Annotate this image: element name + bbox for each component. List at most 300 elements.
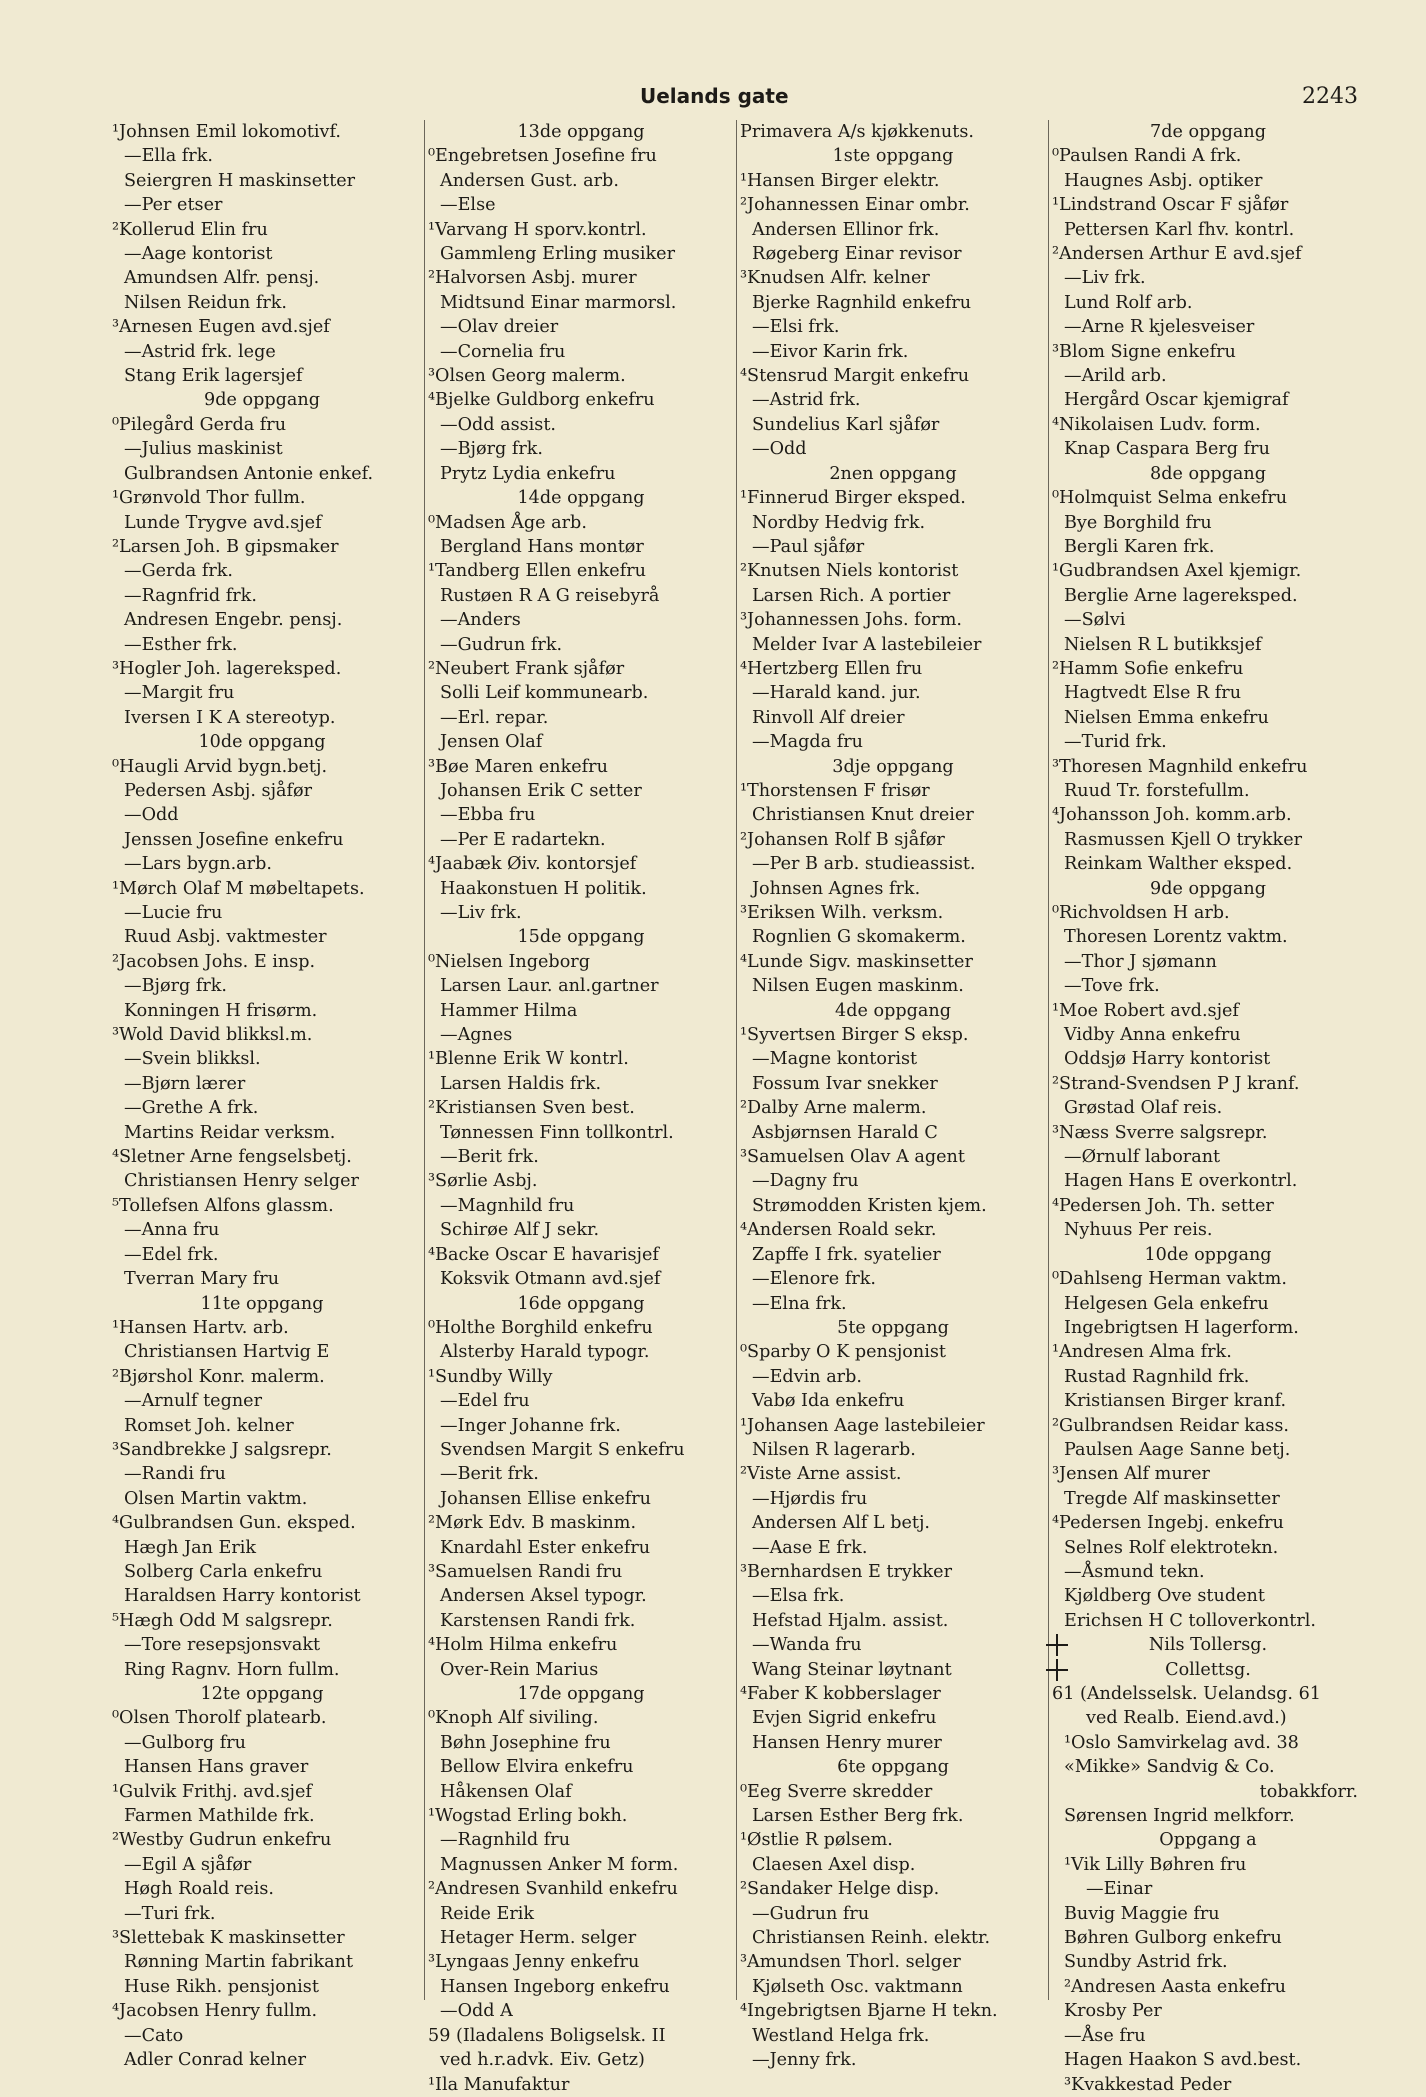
resident-entry: —Gerda frk. — [124, 561, 233, 582]
resident-entry: —Ella frk. — [124, 146, 213, 167]
entrance-heading: 1ste oppgang — [832, 146, 954, 167]
resident-entry: ¹Johnsen Emil lokomotivf. — [112, 122, 341, 142]
resident-entry: ²Viste Arne assist. — [740, 1464, 902, 1485]
resident-entry: —Lars bygn.arb. — [124, 854, 272, 875]
resident-entry: —Cornelia fru — [440, 341, 566, 362]
resident-entry: Selnes Rolf elektrotekn. — [1064, 1537, 1279, 1558]
resident-entry: Knardahl Ester enkefru — [440, 1537, 651, 1558]
resident-entry: ¹Ila Manufaktur — [428, 2074, 570, 2095]
resident-entry: —Odd — [752, 439, 807, 460]
resident-entry: Hansen Ingeborg enkefru — [440, 1976, 670, 1997]
resident-entry: ²Jacobsen Johs. E insp. — [112, 951, 316, 972]
resident-entry: —Else — [440, 195, 496, 216]
resident-entry: Rustad Ragnhild frk. — [1064, 1366, 1250, 1387]
resident-entry: ¹Syvertsen Birger S eksp. — [740, 1025, 969, 1046]
resident-entry: ⁰Nielsen Ingeborg — [428, 951, 590, 972]
resident-entry: ⁵Tollefsen Alfons glassm. — [112, 1195, 334, 1216]
resident-entry: ²Sandaker Helge disp. — [740, 1879, 940, 1900]
resident-entry: Solli Leif kommunearb. — [440, 683, 649, 704]
resident-entry: —Dagny fru — [752, 1171, 859, 1192]
entrance-heading: Oppgang a — [1159, 1830, 1257, 1851]
street-title: Uelands gate — [640, 84, 789, 108]
resident-entry: Solberg Carla enkefru — [124, 1561, 323, 1582]
resident-entry: Asbjørnsen Harald C — [752, 1122, 938, 1143]
resident-entry: Sundby Astrid frk. — [1064, 1952, 1228, 1973]
resident-entry: ⁴Gulbrandsen Gun. eksped. — [112, 1513, 356, 1534]
resident-entry: —Liv frk. — [1064, 268, 1146, 289]
resident-entry: —Ebba fru — [440, 805, 536, 826]
resident-entry: ³Arnesen Eugen avd.sjef — [112, 317, 330, 338]
resident-entry: Andersen Aksel typogr. — [440, 1586, 647, 1607]
resident-entry: Andersen Ellinor frk. — [752, 219, 940, 240]
resident-entry: ³Wold David blikksl.m. — [112, 1025, 313, 1046]
resident-entry: Rustøen R A G reisebyrå — [440, 585, 660, 606]
resident-entry: ¹Andresen Alma frk. — [1052, 1342, 1232, 1363]
entrance-heading: 14de oppgang — [517, 488, 645, 509]
resident-entry: Reide Erik — [440, 1903, 535, 1924]
resident-entry: Melder Ivar A lastebileier — [752, 634, 982, 655]
resident-entry: —Odd — [124, 805, 179, 826]
resident-entry: «Mikke» Sandvig & Co. — [1064, 1757, 1275, 1778]
resident-entry: Westland Helga frk. — [752, 2025, 930, 2046]
resident-entry: ⁰Pilegård Gerda fru — [112, 414, 287, 435]
resident-entry: 59 (Iladalens Boligselsk. II — [428, 2025, 666, 2046]
resident-entry: —Inger Johanne frk. — [440, 1415, 621, 1436]
resident-entry: —Svein blikksl. — [124, 1049, 261, 1070]
cross-mark-icon — [1046, 1659, 1068, 1681]
resident-entry: —Per B arb. studieassist. — [752, 854, 976, 875]
resident-entry: —Egil A sjåfør — [124, 1854, 252, 1875]
resident-entry: —Grethe A frk. — [124, 1098, 259, 1119]
resident-entry: ¹Finnerud Birger eksped. — [740, 488, 966, 509]
resident-entry: Claesen Axel disp. — [752, 1854, 916, 1875]
resident-entry: Vidby Anna enkefru — [1064, 1025, 1241, 1046]
resident-entry: ¹Gulvik Frithj. avd.sjef — [112, 1781, 312, 1802]
resident-entry: Gammleng Erling musiker — [440, 244, 675, 265]
resident-entry: Ruud Asbj. vaktmester — [124, 927, 327, 948]
resident-entry: Hammer Hilma — [440, 1000, 578, 1021]
directory-columns — [112, 120, 1362, 2095]
resident-entry: Christiansen Henry selger — [124, 1171, 359, 1192]
resident-entry: Gulbrandsen Antonie enkef. — [124, 463, 374, 484]
resident-entry: —Elenore frk. — [752, 1269, 876, 1290]
resident-entry: —Elsi frk. — [752, 317, 840, 338]
resident-entry: Romset Joh. kelner — [124, 1415, 294, 1436]
resident-entry: Hansen Henry murer — [752, 1732, 942, 1753]
resident-entry: —Liv frk. — [440, 903, 522, 923]
resident-entry: Kristiansen Birger kranf. — [1064, 1391, 1287, 1412]
resident-entry: ³Slettebak K maskinsetter — [112, 1928, 345, 1949]
resident-entry: Nilsen R lagerarb. — [752, 1439, 916, 1460]
resident-entry: ⁴Lunde Sigv. maskinsetter — [740, 951, 973, 972]
resident-entry: Konningen H frisørm. — [124, 1000, 318, 1021]
entrance-heading: 5te oppgang — [837, 1317, 949, 1338]
resident-entry: —Astrid frk. — [752, 390, 861, 411]
entrance-heading: 2nen oppgang — [829, 463, 957, 484]
page-header — [0, 84, 1426, 118]
resident-entry: Christiansen Reinh. elektr. — [752, 1928, 991, 1949]
entrance-heading: 15de oppgang — [517, 927, 645, 948]
resident-entry: —Astrid frk. lege — [124, 341, 276, 362]
resident-entry: Knap Caspara Berg fru — [1064, 439, 1270, 460]
resident-entry: ⁰Holthe Borghild enkefru — [428, 1317, 653, 1338]
entrance-heading: 9de oppgang — [204, 390, 320, 411]
resident-entry: ved h.r.advk. Eiv. Getz) — [440, 2050, 645, 2071]
resident-entry: Ingebrigtsen H lagerform. — [1064, 1317, 1299, 1338]
directory-column-3 — [740, 120, 1046, 2071]
resident-entry: Lund Rolf arb. — [1064, 292, 1193, 313]
resident-entry: ¹Vik Lilly Bøhren fru — [1064, 1854, 1247, 1875]
resident-entry: —Olav dreier — [440, 317, 559, 338]
resident-entry: —Edel frk. — [124, 1244, 219, 1265]
resident-entry: Reinkam Walther eksped. — [1064, 854, 1293, 875]
resident-entry: ¹Moe Robert avd.sjef — [1052, 1000, 1239, 1021]
resident-entry: ¹Oslo Samvirkelag avd. 38 — [1064, 1732, 1299, 1753]
resident-entry: Bøhn Josephine fru — [440, 1732, 611, 1753]
resident-entry: Stang Erik lagersjef — [124, 366, 303, 387]
resident-entry: —Bjørg frk. — [124, 976, 228, 997]
resident-entry: Huse Rikh. pensjonist — [124, 1976, 319, 1997]
resident-entry: Thoresen Lorentz vaktm. — [1064, 927, 1288, 948]
resident-entry: ⁰Knoph Alf siviling. — [428, 1708, 599, 1729]
resident-entry: Hansen Hans graver — [124, 1757, 309, 1778]
resident-entry: Grøstad Olaf reis. — [1064, 1098, 1223, 1119]
resident-entry: Farmen Mathilde frk. — [124, 1806, 315, 1827]
resident-entry: Berglie Arne lagereksped. — [1064, 585, 1298, 606]
resident-entry: —Lucie fru — [124, 903, 223, 923]
resident-entry: Primavera A/s kjøkkenuts. — [740, 122, 974, 142]
resident-entry: —Thor J sjømann — [1064, 951, 1217, 972]
resident-entry: ¹Thorstensen F frisør — [740, 780, 930, 801]
resident-entry: Magnussen Anker M form. — [440, 1854, 679, 1875]
resident-entry: ⁵Hægh Odd M salgsrepr. — [112, 1610, 333, 1631]
resident-entry: ²Andresen Aasta enkefru — [1064, 1976, 1286, 1997]
entrance-heading: Nils Tollersg. — [1052, 1633, 1364, 1657]
resident-entry: Høgh Roald reis. — [124, 1879, 275, 1900]
resident-entry: —Aage kontorist — [124, 244, 273, 265]
resident-entry: —Sølvi — [1064, 610, 1126, 631]
resident-entry: ¹Blenne Erik W kontrl. — [428, 1049, 629, 1070]
resident-entry: Johansen Erik C setter — [440, 780, 642, 801]
resident-entry: Helgesen Gela enkefru — [1064, 1293, 1269, 1314]
resident-entry: —Berit frk. — [440, 1464, 539, 1485]
resident-entry: ¹Sundby Willy — [428, 1366, 553, 1387]
resident-entry: ⁰Engebretsen Josefine fru — [428, 146, 657, 167]
resident-entry: —Edvin arb. — [752, 1366, 862, 1387]
resident-entry: ³Sørlie Asbj. — [428, 1171, 538, 1192]
resident-entry: —Magda fru — [752, 732, 863, 753]
resident-entry: —Bjørg frk. — [440, 439, 544, 460]
resident-entry: Haakonstuen H politik. — [440, 878, 647, 899]
entrance-heading: 3dje oppgang — [832, 756, 954, 777]
resident-entry: ⁴Bjelke Guldborg enkefru — [428, 390, 655, 411]
resident-entry: —Gulborg fru — [124, 1732, 246, 1753]
resident-entry: —Odd assist. — [440, 414, 557, 435]
resident-entry: ³Bernhardsen E trykker — [740, 1561, 952, 1582]
resident-entry: ¹Johansen Aage lastebileier — [740, 1415, 985, 1436]
resident-entry: Oddsjø Harry kontorist — [1064, 1049, 1271, 1070]
resident-entry: ³Samuelsen Randi fru — [428, 1561, 623, 1582]
resident-entry: Paulsen Aage Sanne betj. — [1064, 1439, 1291, 1460]
resident-entry: —Cato — [124, 2025, 184, 2046]
resident-entry: ¹Østlie R pølsem. — [740, 1830, 893, 1851]
resident-entry: —Gudrun fru — [752, 1903, 870, 1924]
resident-entry: ⁴Stensrud Margit enkefru — [740, 366, 970, 387]
resident-entry: Jenssen Josefine enkefru — [124, 829, 344, 850]
resident-entry: ¹Hansen Hartv. arb. — [112, 1317, 289, 1338]
resident-entry: Larsen Haldis frk. — [440, 1073, 602, 1094]
resident-entry: ²Halvorsen Asbj. murer — [428, 268, 637, 289]
resident-entry: —Gudrun frk. — [440, 634, 563, 655]
resident-entry: ²Johansen Rolf B sjåfør — [740, 829, 945, 850]
resident-entry: ³Hogler Joh. lagereksped. — [112, 658, 342, 679]
resident-entry: ¹Varvang H sporv.kontrl. — [428, 219, 647, 240]
resident-entry: ⁰Eeg Sverre skredder — [740, 1781, 933, 1802]
resident-entry: ²Dalby Arne malerm. — [740, 1098, 927, 1119]
resident-entry: —Paul sjåfør — [752, 536, 865, 557]
entrance-heading: 10de oppgang — [198, 732, 326, 753]
entrance-heading: 7de oppgang — [1150, 122, 1266, 142]
resident-entry: Nordby Hedvig frk. — [752, 512, 926, 533]
resident-entry: Pedersen Asbj. sjåfør — [124, 780, 313, 801]
resident-entry: ⁰Olsen Thorolf platearb. — [112, 1708, 327, 1729]
resident-entry: ³Thoresen Magnhild enkefru — [1052, 756, 1308, 777]
resident-entry: ³Jensen Alf murer — [1052, 1464, 1210, 1485]
resident-entry: Johansen Ellise enkefru — [440, 1488, 651, 1509]
resident-entry: ¹Gudbrandsen Axel kjemigr. — [1052, 561, 1302, 582]
resident-entry: —Margit fru — [124, 683, 235, 704]
resident-entry: ³Amundsen Thorl. selger — [740, 1952, 961, 1973]
resident-entry: Alsterby Harald typogr. — [440, 1342, 650, 1363]
resident-entry: Sørensen Ingrid melkforr. — [1064, 1806, 1295, 1827]
resident-entry: —Berit frk. — [440, 1147, 539, 1168]
resident-entry: ⁴Ingebrigtsen Bjarne H tekn. — [740, 2001, 998, 2022]
resident-entry: ⁴Pedersen Ingebj. enkefru — [1052, 1513, 1284, 1534]
resident-entry: ¹Mørch Olaf M møbeltapets. — [112, 878, 365, 899]
resident-entry: —Julius maskinist — [124, 439, 283, 460]
resident-entry: —Arne R kjelesveiser — [1064, 317, 1255, 338]
resident-entry: Lunde Trygve avd.sjef — [124, 512, 322, 533]
resident-entry: ¹Wogstad Erling bokh. — [428, 1806, 628, 1827]
resident-entry: Kjøldberg Ove student — [1064, 1586, 1265, 1607]
resident-entry: ³Samuelsen Olav A agent — [740, 1147, 965, 1168]
resident-entry: Wang Steinar løytnant — [752, 1659, 952, 1680]
resident-entry: ⁴Nikolaisen Ludv. form. — [1052, 414, 1261, 435]
entrance-heading: Collettsg. — [1052, 1658, 1364, 1682]
resident-entry: Nilsen Reidun frk. — [124, 292, 287, 313]
resident-entry: Prytz Lydia enkefru — [440, 463, 616, 484]
page-number: 2243 — [1302, 84, 1358, 109]
resident-entry: Nielsen R L butikksjef — [1064, 634, 1262, 655]
resident-entry: 61 (Andelsselsk. Uelandsg. 61 — [1052, 1684, 1321, 1704]
resident-entry: Rinvoll Alf dreier — [752, 707, 905, 728]
resident-entry: —Anna fru — [124, 1220, 220, 1241]
resident-entry: —Eivor Karin frk. — [752, 341, 909, 362]
resident-entry: Zapffe I frk. syatelier — [752, 1244, 941, 1265]
resident-entry: Nilsen Eugen maskinm. — [752, 976, 964, 997]
resident-entry: —Randi fru — [124, 1464, 226, 1485]
resident-entry: ⁰Madsen Åge arb. — [428, 512, 587, 533]
resident-entry: —Magnhild fru — [440, 1195, 575, 1216]
resident-entry: —Aase E frk. — [752, 1537, 868, 1558]
directory-column-4 — [1052, 120, 1364, 2095]
resident-entry: ⁴Jaabæk Øiv. kontorsjef — [428, 854, 637, 875]
resident-entry: ⁴Jacobsen Henry fullm. — [112, 2001, 318, 2022]
resident-entry: ⁴Hertzberg Ellen fru — [740, 658, 923, 679]
resident-entry: Fossum Ivar snekker — [752, 1073, 938, 1094]
resident-entry: Evjen Sigrid enkefru — [752, 1708, 937, 1729]
resident-entry: Strømodden Kristen kjem. — [752, 1195, 987, 1216]
resident-entry: Larsen Laur. anl.gartner — [440, 976, 659, 997]
resident-entry: ved Realb. Eiend.avd.) — [1086, 1708, 1287, 1729]
resident-entry: ⁴Backe Oscar E havarisjef — [428, 1244, 659, 1265]
resident-entry: —Turid frk. — [1064, 732, 1167, 753]
resident-entry: —Ragnfrid frk. — [124, 585, 257, 606]
resident-entry: Sundelius Karl sjåfør — [752, 414, 940, 435]
resident-entry: —Edel fru — [440, 1391, 530, 1412]
resident-entry: Iversen I K A stereotyp. — [124, 707, 336, 728]
resident-entry: tobakkforr. — [1259, 1781, 1358, 1802]
resident-entry: Bergli Karen frk. — [1064, 536, 1215, 557]
resident-entry: ²Bjørshol Konr. malerm. — [112, 1366, 325, 1387]
resident-entry: ⁰Sparby O K pensjonist — [740, 1342, 946, 1363]
resident-entry: ²Neubert Frank sjåfør — [428, 658, 625, 679]
resident-entry: Andresen Engebr. pensj. — [124, 610, 343, 631]
resident-entry: —Turi frk. — [124, 1903, 216, 1924]
resident-entry: Larsen Rich. A portier — [752, 585, 951, 606]
resident-entry: Hergård Oscar kjemigraf — [1064, 390, 1289, 411]
resident-entry: Buvig Maggie fru — [1064, 1903, 1220, 1924]
resident-entry: ²Andersen Arthur E avd.sjef — [1052, 244, 1302, 265]
resident-entry: Bellow Elvira enkefru — [440, 1757, 634, 1778]
resident-entry: —Arnulf tegner — [124, 1391, 263, 1412]
resident-entry: —Odd A — [440, 2001, 513, 2022]
resident-entry: Bjerke Ragnhild enkefru — [752, 292, 972, 313]
entrance-heading: 17de oppgang — [517, 1684, 645, 1704]
resident-entry: Tregde Alf maskinsetter — [1064, 1488, 1280, 1509]
resident-entry: ⁴Faber K kobberslager — [740, 1684, 941, 1704]
resident-entry: —Bjørn lærer — [124, 1073, 246, 1094]
resident-entry: —Tore resepsjonsvakt — [124, 1635, 321, 1656]
resident-entry: Adler Conrad kelner — [124, 2050, 307, 2071]
entrance-heading: 8de oppgang — [1150, 463, 1266, 484]
resident-entry: Pettersen Karl fhv. kontrl. — [1064, 219, 1295, 240]
resident-entry: ²Knutsen Niels kontorist — [740, 561, 959, 582]
resident-entry: Tønnessen Finn tollkontrl. — [440, 1122, 674, 1143]
resident-entry: Svendsen Margit S enkefru — [440, 1439, 685, 1460]
entrance-heading: 16de oppgang — [517, 1293, 645, 1314]
resident-entry: Tverran Mary fru — [124, 1269, 280, 1290]
resident-entry: ³Bøe Maren enkefru — [428, 756, 608, 777]
directory-column-1 — [112, 120, 412, 2071]
resident-entry: Haraldsen Harry kontorist — [124, 1586, 361, 1607]
resident-entry: ³Olsen Georg malerm. — [428, 366, 626, 387]
resident-entry: Bergland Hans montør — [440, 536, 644, 557]
resident-entry: ³Johannessen Johs. form. — [740, 610, 962, 631]
resident-entry: —Per E radartekn. — [440, 829, 606, 850]
resident-entry: ¹Hansen Birger elektr. — [740, 170, 940, 191]
resident-entry: —Anders — [440, 610, 521, 631]
resident-entry: Bye Borghild fru — [1064, 512, 1212, 533]
resident-entry: ²Gulbrandsen Reidar kass. — [1052, 1415, 1290, 1436]
resident-entry: Hagen Hans E overkontrl. — [1064, 1171, 1298, 1192]
resident-entry: Rognlien G skomakerm. — [752, 927, 966, 948]
resident-entry: ²Kollerud Elin fru — [112, 219, 268, 240]
resident-entry: —Esther frk. — [124, 634, 238, 655]
resident-entry: ⁰Holmquist Selma enkefru — [1052, 488, 1288, 509]
resident-entry: —Ørnulf laborant — [1064, 1147, 1221, 1168]
resident-entry: ²Johannessen Einar ombr. — [740, 195, 970, 216]
entrance-heading: 9de oppgang — [1150, 878, 1266, 899]
resident-entry: Karstensen Randi frk. — [440, 1610, 636, 1631]
resident-entry: —Erl. repar. — [440, 707, 549, 728]
resident-entry: Ring Ragnv. Horn fullm. — [124, 1659, 340, 1680]
resident-entry: —Harald kand. jur. — [752, 683, 921, 704]
cross-mark-icon — [1046, 1634, 1068, 1656]
resident-entry: ⁰Paulsen Randi A frk. — [1052, 146, 1242, 167]
entrance-heading: 6te oppgang — [837, 1757, 949, 1778]
resident-entry: Nielsen Emma enkefru — [1064, 707, 1269, 728]
resident-entry: Krosby Per — [1064, 2001, 1162, 2022]
resident-entry: ³Knudsen Alfr. kelner — [740, 268, 930, 289]
directory-column-2 — [428, 120, 734, 2095]
resident-entry: ³Blom Signe enkefru — [1052, 341, 1236, 362]
resident-entry: Over-Rein Marius — [440, 1659, 599, 1680]
resident-entry: Martins Reidar verksm. — [124, 1122, 336, 1143]
resident-entry: Hagtvedt Else R fru — [1064, 683, 1242, 704]
resident-entry: ²Strand-Svendsen P J kranf. — [1052, 1073, 1300, 1094]
resident-entry: ³Næss Sverre salgsrepr. — [1052, 1122, 1268, 1143]
resident-entry: ⁴Holm Hilma enkefru — [428, 1635, 618, 1656]
resident-entry: ²Westby Gudrun enkefru — [112, 1830, 332, 1851]
resident-entry: Midtsund Einar marmorsl. — [440, 292, 677, 313]
resident-entry: ³Sandbrekke J salgsrepr. — [112, 1439, 332, 1460]
resident-entry: —Arild arb. — [1064, 366, 1167, 387]
resident-entry: ³Lyngaas Jenny enkefru — [428, 1952, 640, 1973]
resident-entry: Rønning Martin fabrikant — [124, 1952, 354, 1973]
resident-entry: —Hjørdis fru — [752, 1488, 868, 1509]
resident-entry: ⁴Sletner Arne fengselsbetj. — [112, 1147, 352, 1168]
resident-entry: —Einar — [1086, 1879, 1153, 1900]
resident-entry: ²Mørk Edv. B maskinm. — [428, 1513, 637, 1534]
resident-entry: ³Eriksen Wilh. verksm. — [740, 903, 944, 923]
resident-entry: ⁴Pedersen Joh. Th. setter — [1052, 1195, 1274, 1216]
resident-entry: —Åse fru — [1064, 2025, 1146, 2046]
resident-entry: Andersen Gust. arb. — [440, 170, 619, 191]
resident-entry: Schirøe Alf J sekr. — [440, 1220, 600, 1241]
resident-entry: ²Hamm Sofie enkefru — [1052, 658, 1244, 679]
resident-entry: Hefstad Hjalm. assist. — [752, 1610, 949, 1631]
resident-entry: ⁰Richvoldsen H arb. — [1052, 903, 1230, 923]
resident-entry: Hetager Herm. selger — [440, 1928, 637, 1949]
resident-entry: Håkensen Olaf — [440, 1781, 572, 1802]
resident-entry: Olsen Martin vaktm. — [124, 1488, 308, 1509]
resident-entry: —Jenny frk. — [752, 2050, 857, 2071]
resident-entry: ²Kristiansen Sven best. — [428, 1098, 635, 1119]
entrance-heading: 10de oppgang — [1144, 1244, 1272, 1265]
resident-entry: —Åsmund tekn. — [1064, 1561, 1205, 1582]
resident-entry: Vabø Ida enkefru — [752, 1391, 905, 1412]
entrance-heading: 4de oppgang — [835, 1000, 951, 1021]
resident-entry: Koksvik Otmann avd.sjef — [440, 1269, 661, 1290]
resident-entry: —Per etser — [124, 195, 223, 216]
resident-entry: Andersen Alf L betj. — [752, 1513, 930, 1534]
resident-entry: Bøhren Gulborg enkefru — [1064, 1928, 1282, 1949]
resident-entry: Hægh Jan Erik — [124, 1537, 257, 1558]
resident-entry: Larsen Esther Berg frk. — [752, 1806, 964, 1827]
resident-entry: ⁴Johansson Joh. komm.arb. — [1052, 805, 1292, 826]
resident-entry: Jensen Olaf — [440, 732, 543, 753]
